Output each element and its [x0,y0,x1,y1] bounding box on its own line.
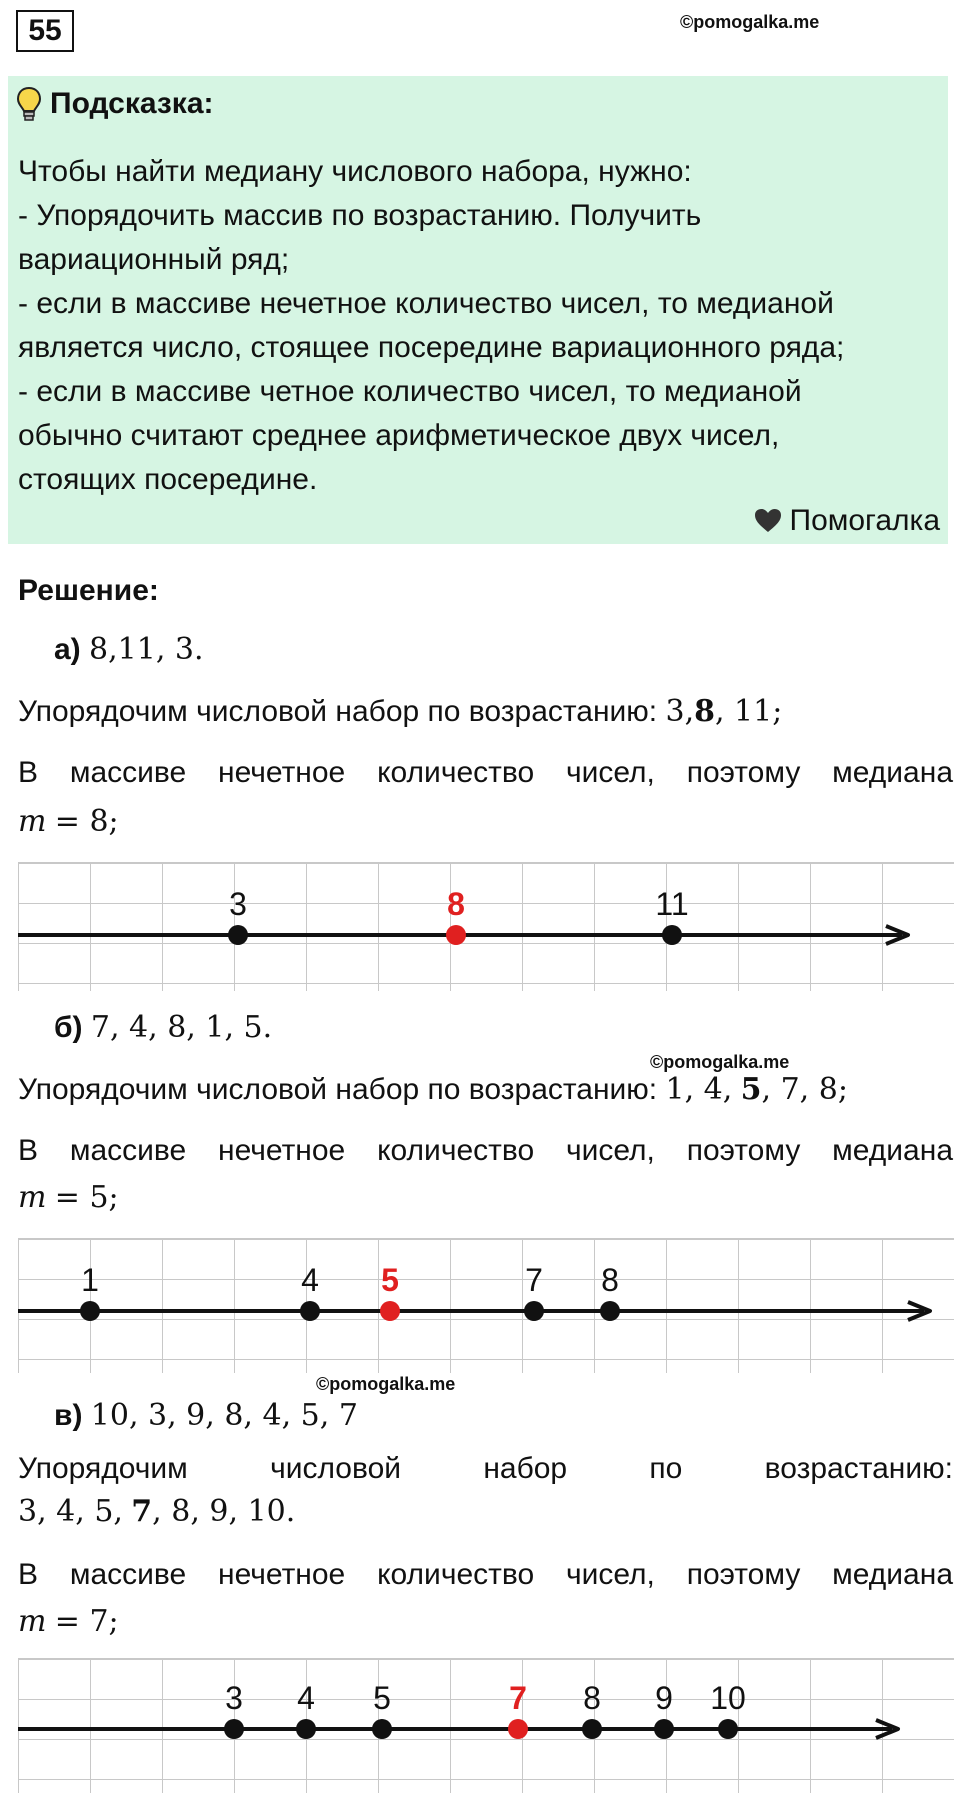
part-b-median [18,1180,953,1215]
number-point-label: 4 [297,1680,315,1716]
number-point [296,1719,316,1739]
part-c-ordered [18,1494,953,1529]
m-symbol: m [18,804,47,839]
number-point-label: 7 [525,1262,543,1298]
hint-line: - Упорядочить массив по возрастанию. Получить [18,199,702,232]
median-point-label: 8 [447,886,465,922]
part-c-numbers: 10, 3, 9, 8, 4, 5, 7 [90,1398,358,1433]
part-c-median [18,1604,953,1639]
ordered-post: , 11; [714,694,783,729]
hint-line: обычно считают среднее арифметическое двух чисел, [18,419,780,452]
number-line-a-svg [18,863,954,991]
number-point-label: 8 [601,1262,619,1298]
part-c-order-text [18,1452,953,1486]
part-c-conclusion: В массиве нечетное количество чисел, поэтому медиана [18,1558,953,1591]
part-c-label: в) [54,1399,83,1432]
hint-text [18,150,938,502]
hint-title [16,86,214,122]
number-point [228,925,248,945]
median-point-label: 7 [509,1680,527,1716]
number-point [662,925,682,945]
m-value: = 5; [54,1180,119,1215]
hint-line: - если в массиве нечетное количество чисел, то медианой [18,287,834,320]
solution-heading: Решение: [18,574,159,607]
number-point-label: 10 [710,1680,746,1716]
part-b-label: б) [54,1011,83,1044]
order-text: Упорядочим числовой набор по возрастанию: [18,1073,658,1106]
part-b-given [54,1010,272,1045]
watermark-mid: ©pomogalka.me [650,1052,790,1072]
number-line-a [18,862,954,991]
hint-line: Чтобы найти медиану числового набора, нужно: [18,155,692,188]
ordered-median: 7 [131,1494,153,1529]
part-b-ordered [18,1072,953,1107]
median-point [508,1719,528,1739]
m-symbol: m [18,1180,47,1215]
number-point [80,1301,100,1321]
number-point [300,1301,320,1321]
part-b-numbers: 7, 4, 8, 1, 5. [90,1010,273,1045]
hint-line: является число, стоящее посередине вариационного ряда; [18,331,845,364]
part-a-conclusion: В массиве нечетное количество чисел, поэтому медиана [18,756,953,789]
ordered-pre: 3, 4, 5, [18,1494,123,1529]
number-point-label: 3 [225,1680,243,1716]
number-point-label: 3 [229,886,247,922]
number-line-b [18,1238,954,1373]
m-value: = 8; [54,804,119,839]
signature [754,504,941,538]
part-a-label: а) [54,633,81,666]
watermark-top: ©pomogalka.me [680,12,820,32]
hint-line: вариационный ряд; [18,243,290,276]
watermark-low: ©pomogalka.me [316,1374,456,1394]
number-line-c-svg [18,1659,954,1793]
hint-line: - если в массиве четное количество чисел, то медианой [18,375,802,408]
ordered-median: 8 [694,694,715,729]
ordered-pre: 1, 4, [665,1072,733,1107]
ordered-post: , 7, 8; [761,1072,848,1107]
part-a-numbers: 8,11, 3. [89,632,204,667]
hint-line: стоящих посередине. [18,463,318,496]
number-point-label: 4 [301,1262,319,1298]
number-point [224,1719,244,1739]
number-point [600,1301,620,1321]
signature-text: Помогалка [789,504,940,537]
number-line-b-svg [18,1239,954,1373]
median-point [446,925,466,945]
number-point-label: 9 [655,1680,673,1716]
lightbulb-icon [16,86,42,122]
part-a-given [54,632,204,667]
part-c-given [54,1398,358,1433]
m-symbol: m [18,1604,47,1639]
task-number: 55 [16,10,74,52]
number-point [524,1301,544,1321]
number-point [718,1719,738,1739]
hint-title-text: Подсказка: [50,87,214,120]
part-a-median [18,804,953,839]
ordered-post: , 8, 9, 10. [152,1494,296,1529]
part-b-conclusion: В массиве нечетное количество чисел, поэтому медиана [18,1134,953,1167]
ordered-median: 5 [740,1072,762,1107]
number-point-label: 11 [655,886,689,922]
m-value: = 7; [54,1604,119,1639]
number-point [582,1719,602,1739]
number-point [372,1719,392,1739]
order-word: возрастанию: [764,1452,953,1485]
number-point-label: 8 [583,1680,601,1716]
number-point-label: 5 [373,1680,391,1716]
median-point-label: 5 [381,1262,399,1298]
order-word: набор [483,1452,568,1485]
median-point [380,1301,400,1321]
ordered-pre: 3, [665,694,695,729]
number-point-label: 1 [81,1262,99,1298]
number-line-c [18,1658,954,1793]
number-point [654,1719,674,1739]
order-word: по [649,1452,683,1485]
heart-icon [754,508,782,534]
order-word: Упорядочим [18,1452,188,1485]
order-word: числовой [270,1452,402,1485]
part-a-ordered [18,694,953,729]
order-text: Упорядочим числовой набор по возрастанию: [18,695,658,728]
